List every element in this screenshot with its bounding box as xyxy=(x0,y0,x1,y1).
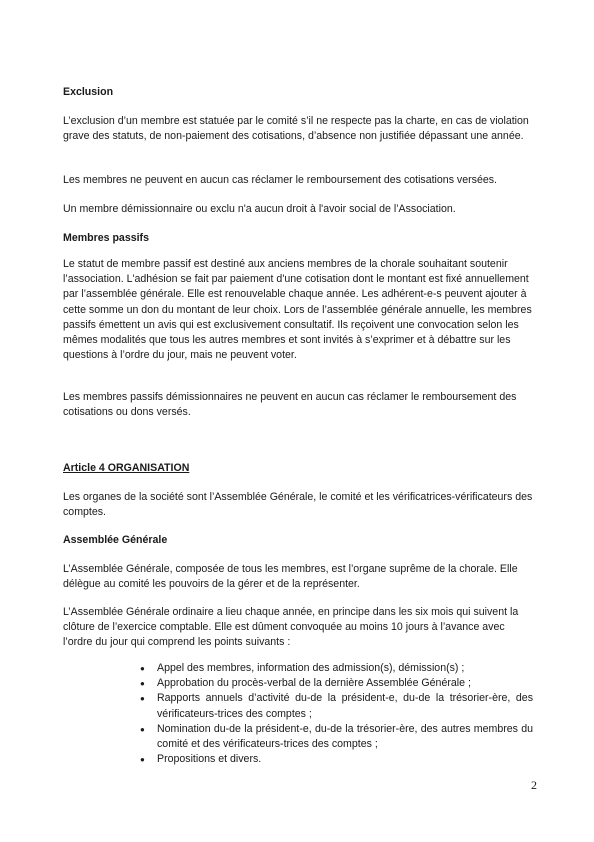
article-4-paragraph: Les organes de la société sont l’Assemblée Générale, le comité et les vérificatrices-vérificateurs des comptes. xyxy=(63,491,533,519)
exclusion-paragraph-3: Un membre démissionnaire ou exclu n'a aucun droit à l'avoir social de l’Association. xyxy=(63,203,456,215)
list-item: ● Appel des membres, information des admission(s), démission(s) ; xyxy=(157,661,533,676)
list-item: ● Rapports annuels d’activité du-de la président-e, du-de la trésorier-ère, des vérificateurs-trices des comptes ; xyxy=(157,691,533,721)
list-item: ● Nomination du-de la président-e, du-de la trésorier-ère, des autres membres du comité et des vérificateurs-trices des comptes ; xyxy=(157,722,533,752)
exclusion-paragraph-1: L’exclusion d’un membre est statuée par le comité s’il ne respecte pas la charte, en cas de violation grave des statuts, de non-paiement des cotisations, d’absence non justifiée dépassant une année. xyxy=(63,115,529,143)
exclusion-heading: Exclusion xyxy=(63,86,114,98)
page-number: 2 xyxy=(531,778,537,792)
list-item: ● Approbation du procès-verbal de la dernière Assemblée Générale ; xyxy=(157,676,533,691)
assemblee-paragraph-1: L’Assemblée Générale, composée de tous les membres, est l’organe suprême de la chorale. Elle délègue au comité les pouvoirs de la gérer et de la représenter. xyxy=(63,563,518,591)
assemblee-paragraph-2: L’Assemblée Générale ordinaire a lieu chaque année, en principe dans les six mois qui suivent la clôture de l’exercice comptable. Elle est dûment convoquée au moins 10 jours à l’avance avec l’ordre du jour qui comprend les points suivants : xyxy=(63,606,519,649)
ordre-du-jour-list xyxy=(157,661,533,767)
membres-passifs-paragraph-1: Le statut de membre passif est destiné aux anciens membres de la chorale souhaitant soutenir l’association. L'adhésion se fait par paiement d'une cotisation dont le montant est fixé annuellement par l’assemblée générale. Elle est renouvelable chaque année. Les adhérent-e-s peuvent ajouter à cette somme un don du montant de leur choix. Lors de l’assemblée générale annuelle, les membres passifs émettent un avis qui est exclusivement consultatif. Ils reçoivent une convocation selon les mêmes modalités que tous les autres membres et sont invités à s’exprimer et à débattre sur les questions à l’ordre du jour, mais ne peuvent voter. xyxy=(63,258,532,362)
membres-passifs-paragraph-2: Les membres passifs démissionnaires ne peuvent en aucun cas réclamer le remboursement des cotisations ou dons versés. xyxy=(63,391,517,419)
list-item: ● Propositions et divers. xyxy=(157,752,533,767)
assemblee-heading: Assemblée Générale xyxy=(63,534,168,546)
article-4-heading: Article 4 ORGANISATION xyxy=(63,462,190,474)
exclusion-paragraph-2: Les membres ne peuvent en aucun cas réclamer le remboursement des cotisations versées. xyxy=(63,174,497,186)
membres-passifs-heading: Membres passifs xyxy=(63,232,149,244)
